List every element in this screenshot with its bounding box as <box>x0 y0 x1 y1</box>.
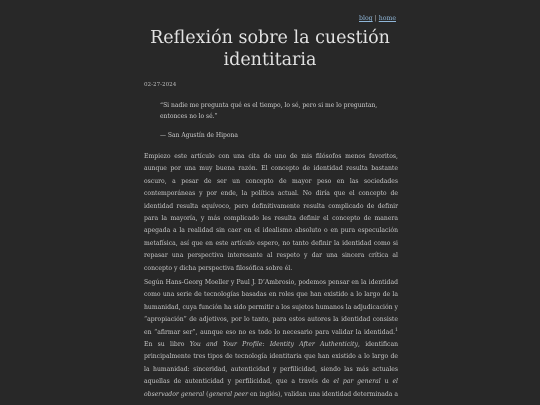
post-date: 02-27-2024 <box>144 82 177 88</box>
quote-attribution: — San Agustín de Hipona <box>160 132 238 139</box>
home-link[interactable]: home <box>378 15 396 22</box>
quote-text: “Si nadie me pregunta qué es el tiempo, lo sé, pero si me lo preguntan, entonces no lo sé.” <box>160 102 378 120</box>
paragraph-2-text-d: u <box>380 378 393 386</box>
paragraph-2-text-b: En su libro <box>144 341 190 349</box>
nav-separator: | <box>374 15 377 22</box>
epigraph-quote <box>160 101 398 142</box>
paragraph-2-text-e: ( <box>204 390 209 398</box>
paragraph-2-text-a: Según Hans-Georg Moeller y Paul J. D’Ambrosio, podemos pensar en la identidad como una serie de tecnologías basadas en roles que han existido a lo largo de la humanidad, cuya función ha sido permitir a los sujetos humanos la adjudicación y “apropiación” de adjetivos, por lo tanto, para estos autores la identidad consiste en “afirmar ser”, aunque eso no es todo lo necesario para validar la identidad. <box>144 279 398 336</box>
term-general-peer: el par general <box>333 378 381 386</box>
paragraph-2-text-f: en inglés), validan una identidad determinada a <box>248 390 398 398</box>
footnote-ref-1[interactable]: 1 <box>395 327 398 333</box>
post-title: Reflexión sobre la cuestión identitaria <box>150 28 390 70</box>
term-general-observer: el observador general <box>144 378 398 398</box>
term-english: general peer <box>208 390 249 398</box>
paragraph-1: Empiezo este artículo con una cita de uno de mis filósofos menos favoritos, aunque por una muy buena razón. El concepto de identidad resulta bastante oscuro, a pesar de ser un concepto de mayor peso en las sociedades contemporáneas y por ende, la política actual. No diría que el concepto de identidad resulta equívoco, pero definitivamente resulta complicado de definir para la mayoría, y más complicado les resulta definir el concepto de manera apegada a la realidad sin caer en el idealismo absoluto o en pura especulación metafísica, así que en este artículo espero, no tanto definir la identidad como si repasar una perspectiva interesante al respeto y dar una sincera crítica al concepto y dicha perspectiva filosófica sobre él. <box>144 153 398 272</box>
top-nav <box>359 15 396 22</box>
paragraph-2-text-c: , identifican principalmente tres tipos de tecnología identitaria que han existido a lo largo de la humanidad: sinceridad, autenticidad y perfilicidad, siendo las más actuales aquellas de autenticidad y perfilicidad, que a través de <box>144 341 399 386</box>
paragraph-2 <box>144 277 398 401</box>
book-title: You and Your Profile: Identity After Authenticity <box>189 341 358 349</box>
blog-link[interactable]: blog <box>359 15 373 22</box>
